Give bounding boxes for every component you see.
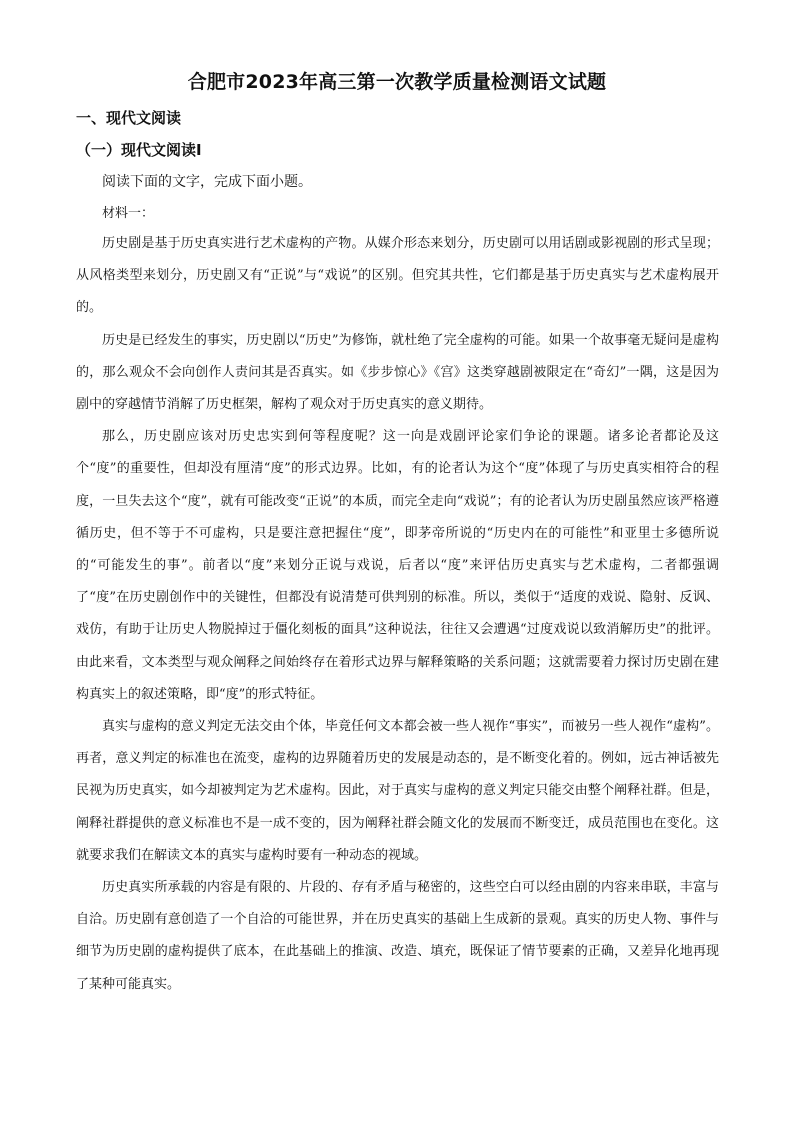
section-heading: 一、现代文阅读 [76, 109, 182, 127]
page-title: 合肥市2023年高三第一次教学质量检测语文试题 [187, 71, 607, 93]
reading-instruction: 阅读下面的文字，完成下面小题。 [102, 174, 312, 190]
paragraph: 历史剧是基于历史真实进行艺术虚构的产物。从媒介形态来划分，历史剧可以用话剧或影视剧的形式呈现；从风格类型来划分，历史剧又有“正说”与“戏说”的区别。但究其共性，它们都是基于历史真实与艺术虚构展开的。 [76, 236, 719, 316]
paragraph: 历史真实所承载的内容是有限的、片段的、存有矛盾与秘密的，这些空白可以经由剧的内容来串联，丰富与自洽。历史剧有意创造了一个自洽的可能世界，并在历史真实的基础上生成新的景观。真实的历史人物、事件与细节为历史剧的虚构提供了底本，在此基础上的推演、改造、填充，既保证了情节要素的正确，又差异化地再现了某种可能真实。 [76, 880, 719, 992]
material-label: 材料一： [102, 206, 155, 221]
paragraph: 真实与虚构的意义判定无法交由个体，毕竟任何文本都会被一些人视作“事实”，而被另一些人视作“虚构”。再者，意义判定的标准也在流变，虚构的边界随着历史的发展是动态的，是不断变化着的。例如，远古神话被先民视为历史真实，如今却被判定为艺术虚构。因此，对于真实与虚构的意义判定只能交由整个阐释社群。但是，阐释社群提供的意义标准也不是一成不变的，因为阐释社群会随文化的发展而不断变迁，成员范围也在变化。这就要求我们在解读文本的真实与虚构时要有一种动态的视域。 [76, 719, 719, 863]
sub-heading: （一）现代文阅读Ⅰ [76, 141, 202, 159]
paragraph: 那么，历史剧应该对历史忠实到何等程度呢？这一向是戏剧评论家们争论的课题。诸多论者都论及这个“度”的重要性，但却没有厘清“度”的形式边界。比如，有的论者认为这个“度”体现了与历史真实相符合的程度，一旦失去这个“度”，就有可能改变“正说”的本质，而完全走向“戏说”；有的论者认为历史剧虽然应该严格遵循历史，但不等于不可虚构，只是要注意把握住“度”，即茅帝所说的“历史内在的可能性”和亚里士多德所说的“可能发生的事”。前者以“度”来划分正说与戏说，后者以“度”来评估历史真实与艺术虚构，二者都强调了“度”在历史剧创作中的关键性，但都没有说清楚可供判别的标准。所以，类似于“适度的戏说、隐射、反讽、戏仿，有助于让历史人物脱掉过于僵化刻板的面具”这种说法，往往又会遭遇“过度戏说以致消解历史”的批评。由此来看，文本类型与观众阐释之间始终存在着形式边界与解释策略的关系问题；这就需要着力探讨历史剧在建构真实上的叙述策略，即“度”的形式特征。 [76, 429, 719, 702]
article-body [76, 228, 719, 1001]
paragraph: 历史是已经发生的事实，历史剧以“历史”为修饰，就杜绝了完全虚构的可能。如果一个故事毫无疑问是虚构的，那么观众不会向创作人责问其是否真实。如《步步惊心》《宫》这类穿越剧被限定在“奇幻”一隅，这是因为剧中的穿越情节消解了历史框架，解构了观众对于历史真实的意义期待。 [76, 332, 719, 413]
